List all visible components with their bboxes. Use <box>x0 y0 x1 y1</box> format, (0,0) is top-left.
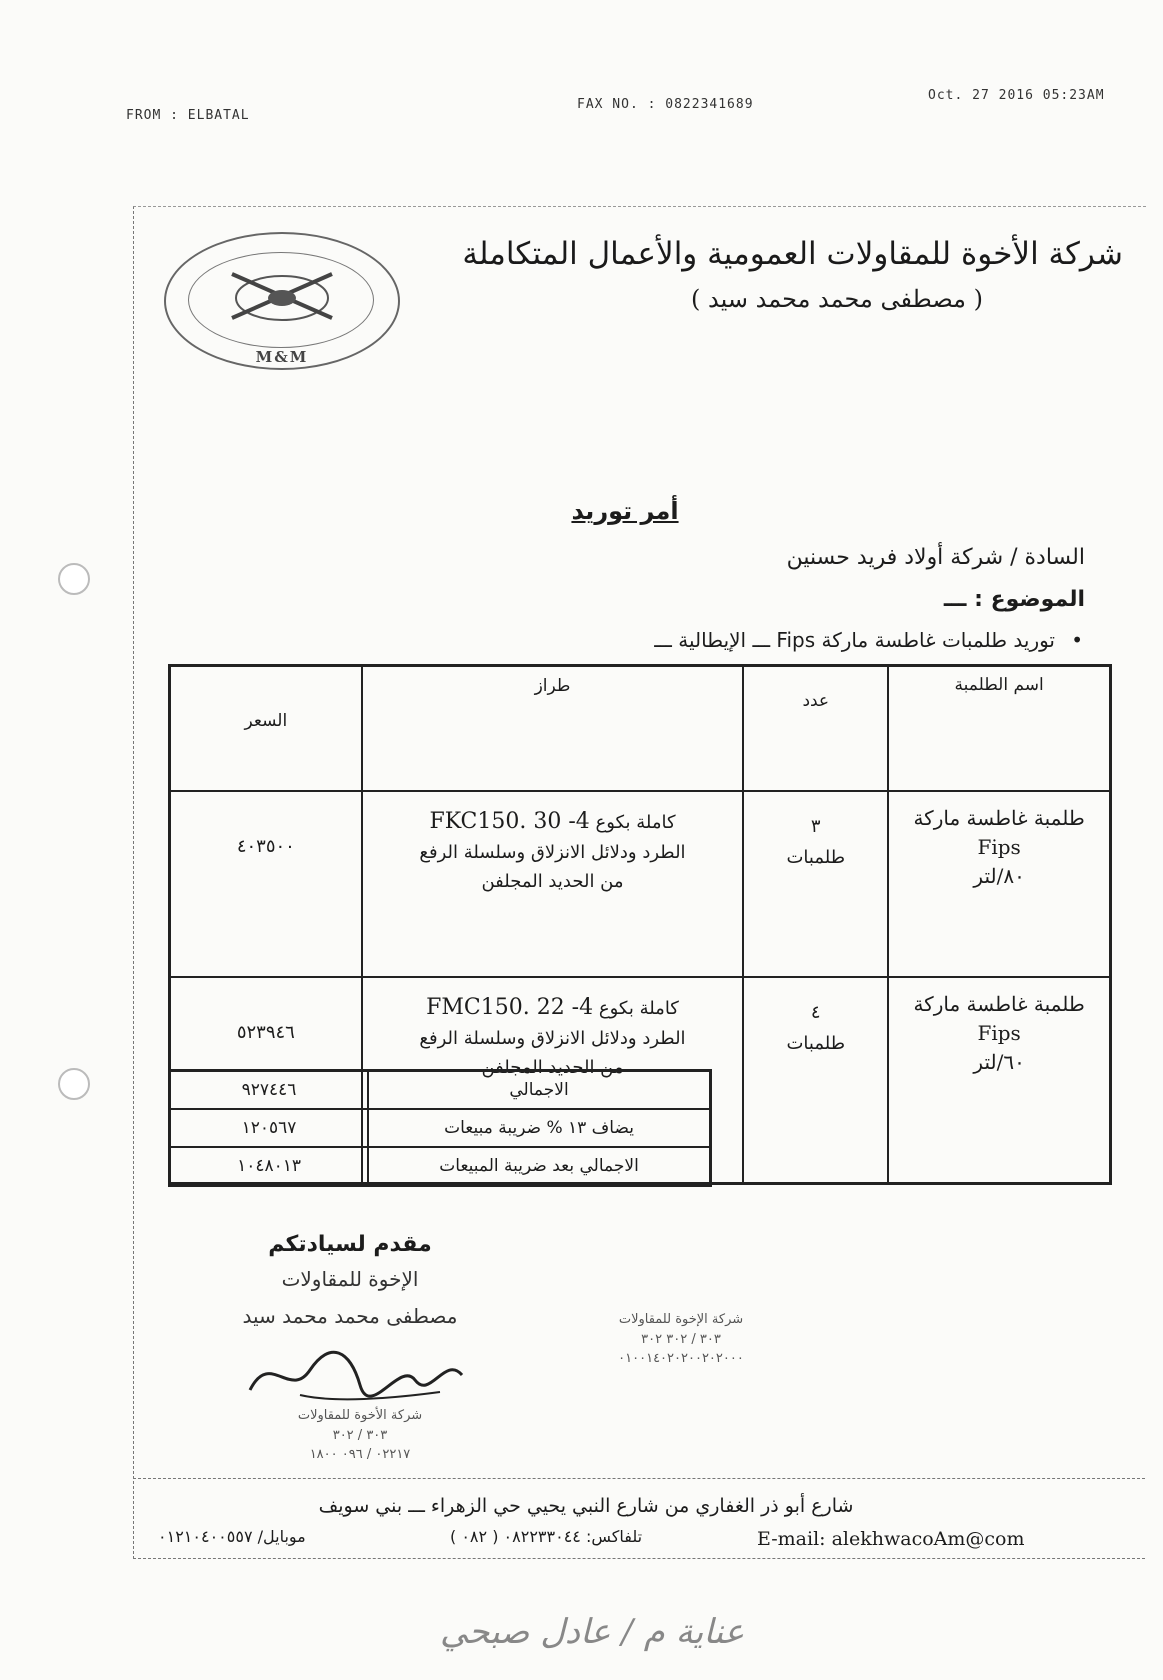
pump-name-cell <box>888 977 1110 1184</box>
grand-total-row <box>170 1147 711 1186</box>
pump-model-cell <box>362 791 744 977</box>
company-name: شركة الأخوة للمقاولات العمومية والأعمال المتكاملة <box>462 236 1123 272</box>
pump-name-line: طلمبة غاطسة ماركة <box>913 806 1085 830</box>
stamp-line: ٣٠٣ / ٣٠٢ <box>332 1427 388 1443</box>
footer-address: شارع أبو ذر الغفاري من شارع النبي يحيي حي الزهراء ـــ بني سويف <box>318 1495 854 1517</box>
addressee: السادة / شركة أولاد فريد حسنين <box>786 545 1085 570</box>
model-desc-start: كاملة بكوع <box>595 812 676 833</box>
pump-count: ٣ <box>810 816 821 837</box>
model-desc-line: الطرد ودلائل الانزلاق وسلسلة الرفع <box>419 1028 686 1050</box>
pump-name-cell <box>888 791 1110 977</box>
pump-count-cell <box>743 977 888 1184</box>
model-code: FMC150. 22 -4 <box>426 995 594 1020</box>
stamp-line: ٣٠٣ / ٣٠٢ ٣٠٢ <box>641 1331 721 1347</box>
pump-count: ٤ <box>810 1002 821 1023</box>
model-desc-start: كاملة بكوع <box>598 998 679 1019</box>
pump-count-unit: طلمبات <box>786 1032 846 1054</box>
stamp-line: ٠١٠٠١٤٠٢٠٢٠٠٢٠٢٠٠٠ <box>618 1351 744 1366</box>
total-label: الاجمالي <box>368 1071 710 1110</box>
company-stamp-left <box>245 1406 475 1465</box>
pump-brand: Fips <box>977 835 1021 859</box>
total-value: ٩٢٧٤٤٦ <box>170 1071 369 1110</box>
pump-count-unit: طلمبات <box>786 846 846 868</box>
closing-greeting: مقدم لسيادتكم <box>268 1232 432 1257</box>
table-header-row <box>170 666 1111 792</box>
punch-hole-top <box>58 563 90 595</box>
fax-from: FROM : ELBATAL <box>126 108 250 123</box>
stamp-line: شركة الإخوة للمقاولات <box>618 1312 744 1327</box>
punch-hole-bottom <box>58 1068 90 1100</box>
pump-brand: Fips <box>977 1021 1021 1045</box>
pump-capacity: ٨٠/لتر <box>973 864 1025 888</box>
table-row <box>170 791 1111 977</box>
header-model: طراز <box>362 666 744 792</box>
company-owner: ( مصطفى محمد محمد سيد ) <box>691 285 983 313</box>
pump-count-cell <box>743 791 888 977</box>
company-stamp-center <box>576 1310 786 1369</box>
footer-fax: تلفاكس: ٠٨٢٢٣٣٠٤٤ ( ٠٨٢ ) <box>450 1527 643 1546</box>
fax-datetime: Oct. 27 2016 05:23AM <box>928 88 1105 103</box>
model-desc-line: الطرد ودلائل الانزلاق وسلسلة الرفع <box>419 842 686 864</box>
tax-label: يضاف ١٣ % ضريبة مبيعات <box>368 1109 710 1147</box>
pump-capacity: ٦٠/لتر <box>973 1050 1025 1074</box>
grand-total-value: ١٠٤٨٠١٣ <box>170 1147 369 1186</box>
header-count: عدد <box>743 666 888 792</box>
totals-table <box>168 1069 712 1187</box>
header-price: السعر <box>170 666 362 792</box>
fax-number: FAX NO. : 0822341689 <box>577 97 754 112</box>
subject-label: الموضوع : ـــ <box>943 587 1085 612</box>
model-desc-line: من الحديد المجلفن <box>481 870 624 892</box>
document-title: أمر توريد <box>571 497 679 525</box>
pump-name-line: طلمبة غاطسة ماركة <box>913 992 1085 1016</box>
pump-price: ٥٢٣٩٤٦ <box>170 977 362 1184</box>
closing-signatory: مصطفى محمد محمد سيد <box>242 1304 458 1328</box>
stamp-line: ٠٢٢١٧ / ٠٩٦ ١٨٠٠ <box>309 1447 411 1462</box>
subject-line: توريد طلمبات غاطسة ماركة Fips ـــ الإيطالية ـــ <box>654 628 1055 652</box>
closing-company: الإخوة للمقاولات <box>281 1267 419 1291</box>
footer-divider <box>133 1478 1145 1479</box>
tax-row <box>170 1109 711 1147</box>
stamp-line: شركة الأخوة للمقاولات <box>297 1408 423 1423</box>
grand-total-label: الاجمالي بعد ضريبة المبيعات <box>368 1147 710 1186</box>
footer-mobile: موبايل/ ٠١٢١٠٤٠٠٥٥٧ <box>158 1527 306 1546</box>
handwritten-note: عناية م / عادل صبحي <box>440 1612 745 1652</box>
handwritten-signature <box>240 1340 470 1414</box>
pump-price: ٤٠٣٥٠٠ <box>170 791 362 977</box>
model-desc-line: من الحديد المجلفن <box>481 1056 624 1078</box>
tax-value: ١٢٠٥٦٧ <box>170 1109 369 1147</box>
header-pump-name: اسم الطلمبة <box>888 666 1110 792</box>
total-row <box>170 1071 711 1110</box>
seal-text: M&M <box>255 348 309 366</box>
footer-email: E-mail: alekhwacoAm@com <box>757 1528 1025 1550</box>
company-seal <box>164 232 400 370</box>
model-code: FKC150. 30 -4 <box>429 809 590 834</box>
footer-bottom-divider <box>133 1558 1145 1559</box>
bullet-icon: • <box>1071 628 1083 652</box>
